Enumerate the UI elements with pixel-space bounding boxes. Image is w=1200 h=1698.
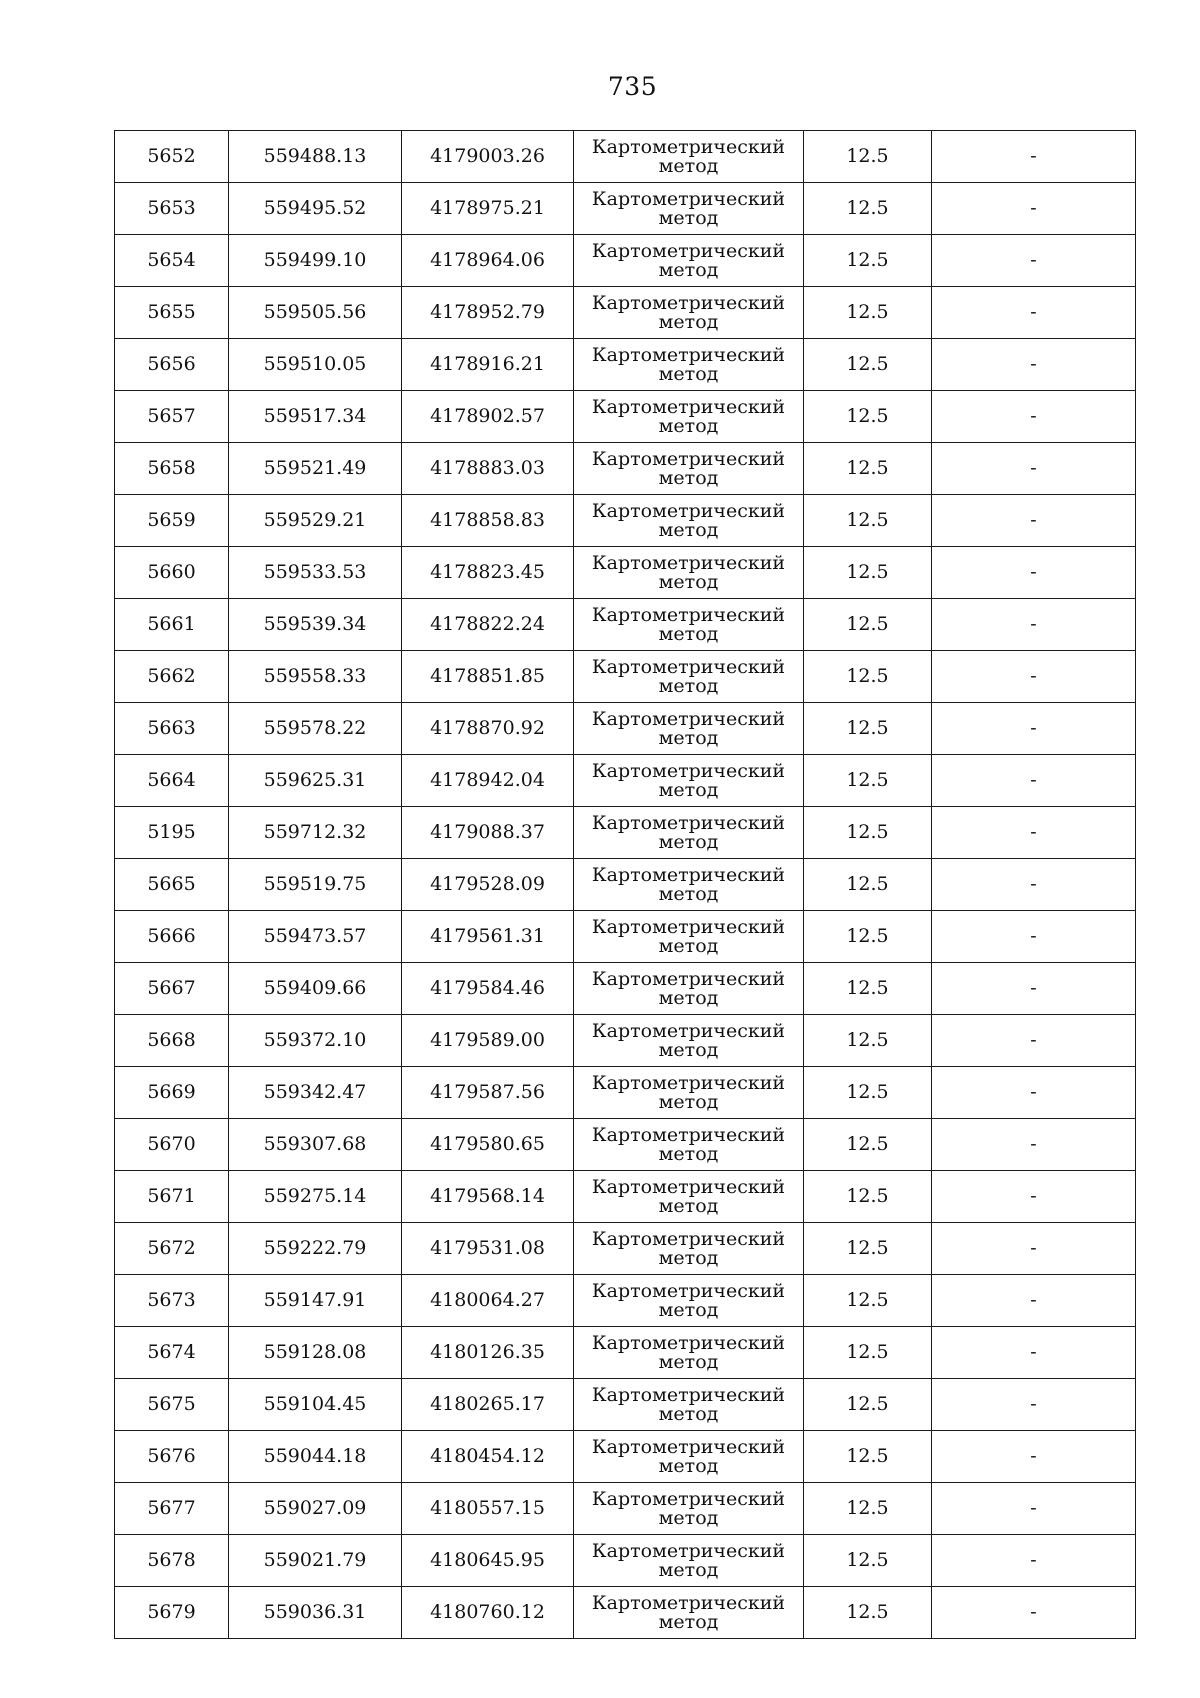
- y-coordinate-cell: 4178823.45: [402, 547, 574, 599]
- note-cell: -: [932, 547, 1136, 599]
- method-label-line-2: метод: [658, 1246, 719, 1269]
- method-label-line-1: Картометрический: [591, 863, 786, 886]
- point-number-cell: 5669: [115, 1067, 229, 1119]
- y-coordinate-cell: 4179531.08: [402, 1223, 574, 1275]
- note-cell: -: [932, 1431, 1136, 1483]
- method-label-line-1: Картометрический: [591, 1175, 786, 1198]
- x-coordinate-cell: 559529.21: [229, 495, 402, 547]
- method-label-line-1: Картометрический: [591, 551, 786, 574]
- accuracy-cell: 12.5: [804, 807, 932, 859]
- point-number-cell: 5673: [115, 1275, 229, 1327]
- x-coordinate-cell: 559473.57: [229, 911, 402, 963]
- point-number-cell: 5659: [115, 495, 229, 547]
- method-label-line-1: Картометрический: [591, 499, 786, 522]
- method-label-line-1: Картометрический: [591, 1019, 786, 1042]
- table-row: [115, 1119, 1136, 1171]
- note-cell: -: [932, 183, 1136, 235]
- x-coordinate-cell: 559539.34: [229, 599, 402, 651]
- note-cell: -: [932, 339, 1136, 391]
- x-coordinate-cell: 559533.53: [229, 547, 402, 599]
- method-label-line-2: метод: [658, 518, 719, 541]
- table-row: [115, 1379, 1136, 1431]
- point-number-cell: 5671: [115, 1171, 229, 1223]
- method-label-line-2: метод: [658, 778, 719, 801]
- x-coordinate-cell: 559409.66: [229, 963, 402, 1015]
- x-coordinate-cell: 559625.31: [229, 755, 402, 807]
- point-number-cell: 5667: [115, 963, 229, 1015]
- x-coordinate-cell: 559517.34: [229, 391, 402, 443]
- method-label-line-1: Картометрический: [591, 1591, 786, 1614]
- method-label-line-2: метод: [658, 882, 719, 905]
- method-label-line-2: метод: [658, 1298, 719, 1321]
- note-cell: -: [932, 391, 1136, 443]
- point-number-cell: 5664: [115, 755, 229, 807]
- y-coordinate-cell: 4179561.31: [402, 911, 574, 963]
- method-label-line-1: Картометрический: [591, 1123, 786, 1146]
- method-cell: [574, 287, 804, 339]
- method-label-line-1: Картометрический: [591, 395, 786, 418]
- point-number-cell: 5668: [115, 1015, 229, 1067]
- table-row: [115, 651, 1136, 703]
- method-label-line-1: Картометрический: [591, 447, 786, 470]
- method-label-line-1: Картометрический: [591, 603, 786, 626]
- accuracy-cell: 12.5: [804, 1223, 932, 1275]
- note-cell: -: [932, 1067, 1136, 1119]
- method-label-line-2: метод: [658, 414, 719, 437]
- x-coordinate-cell: 559499.10: [229, 235, 402, 287]
- method-cell: [574, 963, 804, 1015]
- y-coordinate-cell: 4179587.56: [402, 1067, 574, 1119]
- accuracy-cell: 12.5: [804, 287, 932, 339]
- table-row: [115, 1431, 1136, 1483]
- x-coordinate-cell: 559488.13: [229, 131, 402, 183]
- coordinates-table-body: [115, 131, 1136, 1639]
- point-number-cell: 5661: [115, 599, 229, 651]
- x-coordinate-cell: 559222.79: [229, 1223, 402, 1275]
- method-label-line-2: метод: [658, 1194, 719, 1217]
- table-row: [115, 183, 1136, 235]
- accuracy-cell: 12.5: [804, 183, 932, 235]
- point-number-cell: 5677: [115, 1483, 229, 1535]
- table-row: [115, 911, 1136, 963]
- accuracy-cell: 12.5: [804, 1327, 932, 1379]
- y-coordinate-cell: 4178870.92: [402, 703, 574, 755]
- method-cell: [574, 1015, 804, 1067]
- y-coordinate-cell: 4180454.12: [402, 1431, 574, 1483]
- method-cell: [574, 911, 804, 963]
- y-coordinate-cell: 4179003.26: [402, 131, 574, 183]
- method-label-line-1: Картометрический: [591, 343, 786, 366]
- y-coordinate-cell: 4180557.15: [402, 1483, 574, 1535]
- method-label-line-1: Картометрический: [591, 1071, 786, 1094]
- note-cell: -: [932, 859, 1136, 911]
- y-coordinate-cell: 4178942.04: [402, 755, 574, 807]
- point-number-cell: 5676: [115, 1431, 229, 1483]
- x-coordinate-cell: 559021.79: [229, 1535, 402, 1587]
- accuracy-cell: 12.5: [804, 1119, 932, 1171]
- method-cell: [574, 547, 804, 599]
- note-cell: -: [932, 703, 1136, 755]
- method-label-line-2: метод: [658, 1142, 719, 1165]
- x-coordinate-cell: 559044.18: [229, 1431, 402, 1483]
- accuracy-cell: 12.5: [804, 495, 932, 547]
- table-row: [115, 1587, 1136, 1639]
- method-label-line-1: Картометрический: [591, 655, 786, 678]
- note-cell: -: [932, 1171, 1136, 1223]
- method-label-line-1: Картометрический: [591, 759, 786, 782]
- table-row: [115, 339, 1136, 391]
- accuracy-cell: 12.5: [804, 547, 932, 599]
- method-label-line-1: Картометрический: [591, 1383, 786, 1406]
- x-coordinate-cell: 559521.49: [229, 443, 402, 495]
- y-coordinate-cell: 4180064.27: [402, 1275, 574, 1327]
- note-cell: -: [932, 963, 1136, 1015]
- y-coordinate-cell: 4179589.00: [402, 1015, 574, 1067]
- note-cell: -: [932, 443, 1136, 495]
- method-label-line-1: Картометрический: [591, 967, 786, 990]
- table-row: [115, 547, 1136, 599]
- note-cell: -: [932, 807, 1136, 859]
- y-coordinate-cell: 4178902.57: [402, 391, 574, 443]
- y-coordinate-cell: 4180265.17: [402, 1379, 574, 1431]
- y-coordinate-cell: 4180760.12: [402, 1587, 574, 1639]
- accuracy-cell: 12.5: [804, 859, 932, 911]
- point-number-cell: 5652: [115, 131, 229, 183]
- y-coordinate-cell: 4178964.06: [402, 235, 574, 287]
- method-label-line-1: Картометрический: [591, 1227, 786, 1250]
- table-row: [115, 235, 1136, 287]
- method-cell: [574, 755, 804, 807]
- accuracy-cell: 12.5: [804, 1535, 932, 1587]
- note-cell: -: [932, 1483, 1136, 1535]
- point-number-cell: 5658: [115, 443, 229, 495]
- point-number-cell: 5675: [115, 1379, 229, 1431]
- coordinates-table: [114, 130, 1136, 1639]
- method-label-line-2: метод: [658, 154, 719, 177]
- x-coordinate-cell: 559372.10: [229, 1015, 402, 1067]
- method-cell: [574, 703, 804, 755]
- method-label-line-2: метод: [658, 622, 719, 645]
- note-cell: -: [932, 131, 1136, 183]
- method-label-line-2: метод: [658, 674, 719, 697]
- accuracy-cell: 12.5: [804, 443, 932, 495]
- note-cell: -: [932, 1379, 1136, 1431]
- note-cell: -: [932, 911, 1136, 963]
- method-label-line-2: метод: [658, 1558, 719, 1581]
- method-label-line-2: метод: [658, 934, 719, 957]
- accuracy-cell: 12.5: [804, 703, 932, 755]
- x-coordinate-cell: 559558.33: [229, 651, 402, 703]
- accuracy-cell: 12.5: [804, 1067, 932, 1119]
- note-cell: -: [932, 1015, 1136, 1067]
- table-row: [115, 1275, 1136, 1327]
- accuracy-cell: 12.5: [804, 599, 932, 651]
- point-number-cell: 5195: [115, 807, 229, 859]
- point-number-cell: 5657: [115, 391, 229, 443]
- y-coordinate-cell: 4178858.83: [402, 495, 574, 547]
- method-cell: [574, 599, 804, 651]
- method-cell: [574, 1223, 804, 1275]
- method-label-line-2: метод: [658, 570, 719, 593]
- x-coordinate-cell: 559505.56: [229, 287, 402, 339]
- method-label-line-1: Картометрический: [591, 291, 786, 314]
- method-cell: [574, 235, 804, 287]
- accuracy-cell: 12.5: [804, 391, 932, 443]
- method-label-line-1: Картометрический: [591, 187, 786, 210]
- method-label-line-1: Картометрический: [591, 811, 786, 834]
- accuracy-cell: 12.5: [804, 1431, 932, 1483]
- method-cell: [574, 1483, 804, 1535]
- method-label-line-1: Картометрический: [591, 239, 786, 262]
- method-label-line-2: метод: [658, 466, 719, 489]
- method-cell: [574, 1275, 804, 1327]
- accuracy-cell: 12.5: [804, 1171, 932, 1223]
- x-coordinate-cell: 559495.52: [229, 183, 402, 235]
- method-label-line-2: метод: [658, 1350, 719, 1373]
- point-number-cell: 5665: [115, 859, 229, 911]
- x-coordinate-cell: 559307.68: [229, 1119, 402, 1171]
- method-label-line-1: Картометрический: [591, 915, 786, 938]
- table-row: [115, 1535, 1136, 1587]
- table-row: [115, 807, 1136, 859]
- method-label-line-2: метод: [658, 206, 719, 229]
- method-label-line-1: Картометрический: [591, 1487, 786, 1510]
- accuracy-cell: 12.5: [804, 911, 932, 963]
- table-row: [115, 287, 1136, 339]
- accuracy-cell: 12.5: [804, 339, 932, 391]
- table-row: [115, 1067, 1136, 1119]
- table-row: [115, 1327, 1136, 1379]
- x-coordinate-cell: 559027.09: [229, 1483, 402, 1535]
- accuracy-cell: 12.5: [804, 131, 932, 183]
- accuracy-cell: 12.5: [804, 235, 932, 287]
- table-row: [115, 1015, 1136, 1067]
- x-coordinate-cell: 559712.32: [229, 807, 402, 859]
- point-number-cell: 5655: [115, 287, 229, 339]
- note-cell: -: [932, 1587, 1136, 1639]
- point-number-cell: 5660: [115, 547, 229, 599]
- method-label-line-2: метод: [658, 258, 719, 281]
- method-label-line-1: Картометрический: [591, 1539, 786, 1562]
- y-coordinate-cell: 4179568.14: [402, 1171, 574, 1223]
- table-row: [115, 131, 1136, 183]
- point-number-cell: 5674: [115, 1327, 229, 1379]
- y-coordinate-cell: 4178883.03: [402, 443, 574, 495]
- y-coordinate-cell: 4179088.37: [402, 807, 574, 859]
- table-row: [115, 755, 1136, 807]
- x-coordinate-cell: 559510.05: [229, 339, 402, 391]
- y-coordinate-cell: 4178952.79: [402, 287, 574, 339]
- x-coordinate-cell: 559578.22: [229, 703, 402, 755]
- table-row: [115, 495, 1136, 547]
- accuracy-cell: 12.5: [804, 1379, 932, 1431]
- method-cell: [574, 1067, 804, 1119]
- table-row: [115, 391, 1136, 443]
- table-row: [115, 1483, 1136, 1535]
- table-row: [115, 599, 1136, 651]
- table-row: [115, 443, 1136, 495]
- method-label-line-2: метод: [658, 726, 719, 749]
- method-label-line-2: метод: [658, 1090, 719, 1113]
- point-number-cell: 5672: [115, 1223, 229, 1275]
- note-cell: -: [932, 755, 1136, 807]
- note-cell: -: [932, 1535, 1136, 1587]
- accuracy-cell: 12.5: [804, 755, 932, 807]
- method-cell: [574, 339, 804, 391]
- method-cell: [574, 391, 804, 443]
- accuracy-cell: 12.5: [804, 1015, 932, 1067]
- x-coordinate-cell: 559036.31: [229, 1587, 402, 1639]
- method-label-line-2: метод: [658, 1038, 719, 1061]
- method-cell: [574, 651, 804, 703]
- method-label-line-2: метод: [658, 1506, 719, 1529]
- method-label-line-1: Картометрический: [591, 1331, 786, 1354]
- point-number-cell: 5654: [115, 235, 229, 287]
- method-cell: [574, 1171, 804, 1223]
- note-cell: -: [932, 287, 1136, 339]
- point-number-cell: 5656: [115, 339, 229, 391]
- point-number-cell: 5678: [115, 1535, 229, 1587]
- method-cell: [574, 1587, 804, 1639]
- method-cell: [574, 443, 804, 495]
- accuracy-cell: 12.5: [804, 651, 932, 703]
- y-coordinate-cell: 4179580.65: [402, 1119, 574, 1171]
- method-label-line-1: Картометрический: [591, 1435, 786, 1458]
- method-cell: [574, 1379, 804, 1431]
- accuracy-cell: 12.5: [804, 1587, 932, 1639]
- method-label-line-1: Картометрический: [591, 707, 786, 730]
- point-number-cell: 5663: [115, 703, 229, 755]
- table-row: [115, 703, 1136, 755]
- method-label-line-1: Картометрический: [591, 1279, 786, 1302]
- method-cell: [574, 807, 804, 859]
- accuracy-cell: 12.5: [804, 963, 932, 1015]
- method-cell: [574, 859, 804, 911]
- x-coordinate-cell: 559128.08: [229, 1327, 402, 1379]
- y-coordinate-cell: 4179584.46: [402, 963, 574, 1015]
- x-coordinate-cell: 559275.14: [229, 1171, 402, 1223]
- note-cell: -: [932, 495, 1136, 547]
- method-label-line-2: метод: [658, 1610, 719, 1633]
- method-cell: [574, 1535, 804, 1587]
- point-number-cell: 5666: [115, 911, 229, 963]
- method-label-line-1: Картометрический: [591, 135, 786, 158]
- y-coordinate-cell: 4178851.85: [402, 651, 574, 703]
- method-cell: [574, 1119, 804, 1171]
- point-number-cell: 5670: [115, 1119, 229, 1171]
- method-cell: [574, 183, 804, 235]
- method-label-line-2: метод: [658, 1402, 719, 1425]
- note-cell: -: [932, 1327, 1136, 1379]
- page-number: 735: [607, 72, 658, 101]
- method-label-line-2: метод: [658, 310, 719, 333]
- table-row: [115, 1171, 1136, 1223]
- accuracy-cell: 12.5: [804, 1275, 932, 1327]
- note-cell: -: [932, 235, 1136, 287]
- accuracy-cell: 12.5: [804, 1483, 932, 1535]
- y-coordinate-cell: 4178916.21: [402, 339, 574, 391]
- y-coordinate-cell: 4180126.35: [402, 1327, 574, 1379]
- y-coordinate-cell: 4180645.95: [402, 1535, 574, 1587]
- x-coordinate-cell: 559147.91: [229, 1275, 402, 1327]
- y-coordinate-cell: 4178822.24: [402, 599, 574, 651]
- point-number-cell: 5679: [115, 1587, 229, 1639]
- table-row: [115, 859, 1136, 911]
- y-coordinate-cell: 4178975.21: [402, 183, 574, 235]
- point-number-cell: 5662: [115, 651, 229, 703]
- method-label-line-2: метод: [658, 362, 719, 385]
- x-coordinate-cell: 559519.75: [229, 859, 402, 911]
- table-row: [115, 963, 1136, 1015]
- table-row: [115, 1223, 1136, 1275]
- note-cell: -: [932, 1119, 1136, 1171]
- method-label-line-2: метод: [658, 986, 719, 1009]
- method-cell: [574, 1431, 804, 1483]
- y-coordinate-cell: 4179528.09: [402, 859, 574, 911]
- method-cell: [574, 1327, 804, 1379]
- point-number-cell: 5653: [115, 183, 229, 235]
- method-cell: [574, 495, 804, 547]
- note-cell: -: [932, 1223, 1136, 1275]
- method-label-line-2: метод: [658, 1454, 719, 1477]
- x-coordinate-cell: 559342.47: [229, 1067, 402, 1119]
- note-cell: -: [932, 1275, 1136, 1327]
- note-cell: -: [932, 599, 1136, 651]
- method-cell: [574, 131, 804, 183]
- x-coordinate-cell: 559104.45: [229, 1379, 402, 1431]
- note-cell: -: [932, 651, 1136, 703]
- method-label-line-2: метод: [658, 830, 719, 853]
